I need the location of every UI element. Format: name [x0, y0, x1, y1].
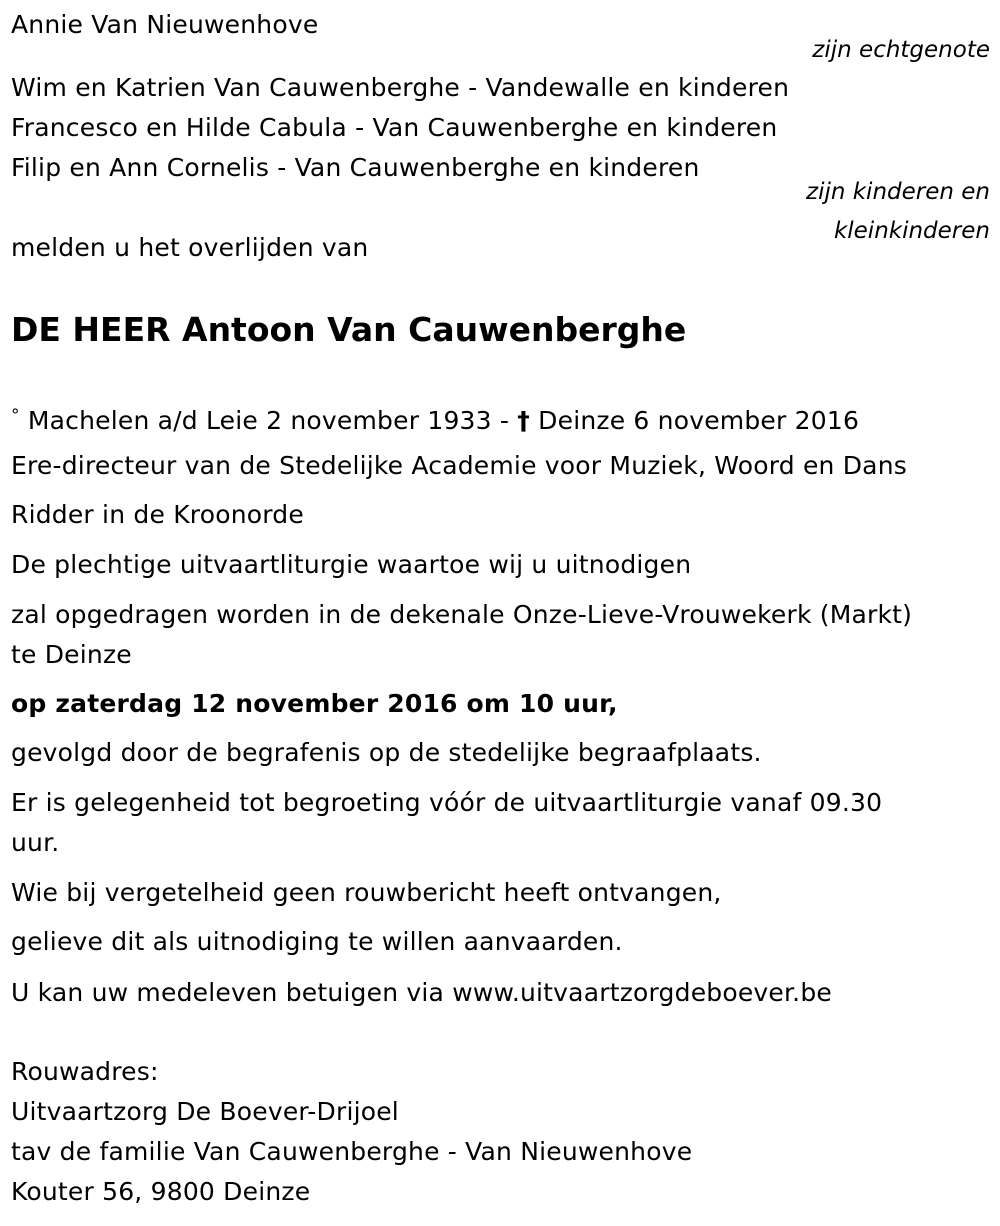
cross-icon: † [517, 406, 530, 435]
address-line3: Kouter 56, 9800 Deinze [11, 1177, 311, 1206]
invite-line1: Wie bij vergetelheid geen rouwbericht heeft ontvangen, [11, 878, 722, 907]
children-role-line1: zijn kinderen en [806, 179, 990, 205]
title-director: Ere-directeur van de Stedelijke Academie voor Muziek, Woord en Dans [11, 451, 907, 480]
greeting-line1: Er is gelegenheid tot begroeting vóór de uitvaartliturgie vanaf 09.30 [11, 788, 883, 817]
ceremony-intro: De plechtige uitvaartliturgie waartoe wij u uitnodigen [11, 550, 692, 579]
condolence-text: U kan uw medeleven betuigen via www.uitvaartzorgdeboever.be [11, 978, 832, 1007]
child-family-3: Filip en Ann Cornelis - Van Cauwenberghe en kinderen [11, 153, 700, 182]
address-line1: Uitvaartzorg De Boever-Drijoel [11, 1097, 399, 1126]
deceased-name: DE HEER Antoon Van Cauwenberghe [11, 310, 687, 349]
announcement-text: melden u het overlijden van [11, 233, 369, 262]
child-family-1: Wim en Katrien Van Cauwenberghe - Vandewalle en kinderen [11, 73, 790, 102]
child-family-2: Francesco en Hilde Cabula - Van Cauwenberghe en kinderen [11, 113, 778, 142]
spouse-role: zijn echtgenote [812, 37, 990, 63]
birth-info: Machelen a/d Leie 2 november 1933 - [27, 406, 510, 435]
spouse-name: Annie Van Nieuwenhove [11, 10, 319, 39]
ceremony-location-line2: te Deinze [11, 640, 132, 669]
address-line2: tav de familie Van Cauwenberghe - Van Nieuwenhove [11, 1137, 693, 1166]
ceremony-datetime: op zaterdag 12 november 2016 om 10 uur, [11, 689, 618, 718]
title-knight: Ridder in de Kroonorde [11, 500, 304, 529]
ceremony-location-line1: zal opgedragen worden in de dekenale Onze-Lieve-Vrouwekerk (Markt) [11, 600, 913, 629]
life-dates [11, 396, 859, 441]
address-label: Rouwadres: [11, 1057, 159, 1086]
birth-symbol: ° [11, 406, 20, 426]
ceremony-burial: gevolgd door de begrafenis op de stedelijke begraafplaats. [11, 738, 762, 767]
death-info: Deinze 6 november 2016 [538, 406, 860, 435]
invite-line2: gelieve dit als uitnodiging te willen aanvaarden. [11, 927, 623, 956]
greeting-line2: uur. [11, 828, 60, 857]
children-role-line2: kleinkinderen [833, 218, 990, 244]
